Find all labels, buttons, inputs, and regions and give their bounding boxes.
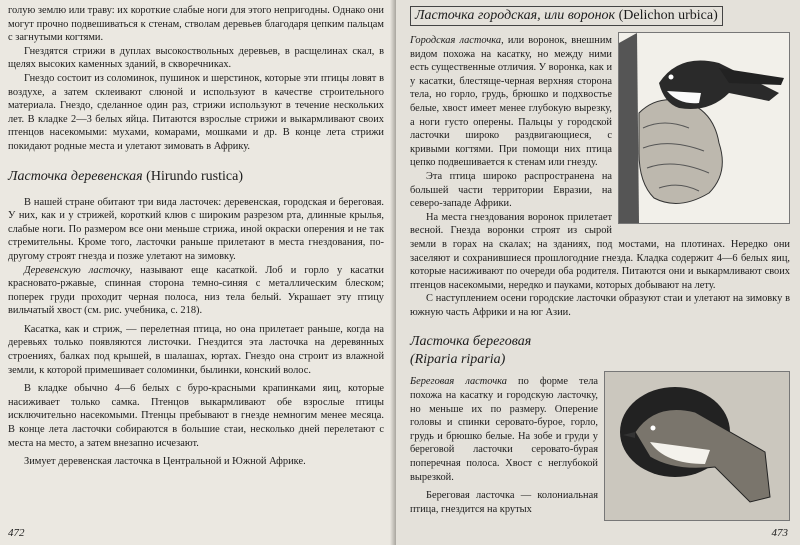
- paragraph: Береговая ласточка — колониальная птица, гнездится на крутых: [410, 490, 598, 515]
- page-number: 472: [8, 527, 25, 539]
- paragraph: Гнездятся стрижи в дуплах высокоствольных деревьев, в расщелинах скал, в щелях высоких каменных зданий, в скворечниках.: [8, 45, 384, 71]
- paragraph: С наступлением осени городские ласточки образуют стаи и улетают на зимовку в южную часть Африки и на юг Азии.: [410, 293, 790, 318]
- section-heading-barn-swallow: [8, 168, 384, 186]
- paragraph: по форме тела похожа на касатку и городскую ласточку, но меньше их по размеру. Оперение головы и спинки серовато-бурое, горло, грудь и брюшко белые. На зобе и груди у береговой ласточки серовато-бурая поперечная полоса. Хвост с неглубокой вырезкой.: [410, 376, 598, 483]
- heading-text: Ласточка береговая: [410, 334, 532, 350]
- page-right: [396, 0, 800, 545]
- section-heading-sand-martin: [410, 333, 790, 369]
- term: Деревенскую ласточку,: [24, 264, 133, 276]
- paragraph: В нашей стране обитают три вида ласточек: деревенская, городская и береговая. У них, как и у стрижей, короткий клюв с широким разрезом рта, длинные крылья, слабые ноги. По размером все они меньше стрижа, иной окраски оперения и не так стремительны. Кроме того, ласточки раньше прилетают в места гнездования, по-другому строят гнезда и позже улетают на зимовку.: [8, 196, 384, 262]
- house-martin-drawing: [619, 33, 789, 223]
- sand-martin-illustration: [604, 371, 790, 521]
- paragraph: Зимует деревенская ласточка в Центральной и Южной Африке.: [24, 456, 306, 468]
- paragraph: называют еще касаткой. Лоб и горло у касатки красновато-ржавые, спинная сторона темно-синяя с металлическим блеском; поперек груди проходит черная полоса, низ тела белый. Украшает эту птицу вильчатый хвост (см. рис. учебника, с. 218).: [8, 264, 384, 317]
- paragraph: или воронок, внешним видом похожа на касатку, но между ними есть существенные отличия. У воронка, как и у касатки, блестяще-черная верхняя сторона тела, но горло, грудь, брюшко и подхвостье белые, хвост имеет менее глубокую вырезку, а ноги густо оперены. Пальцы у городской ласточки широко раздвигающиеся, с кривыми когтями. При помощи них птица цепко подвешивается к стенам или гнезду.: [410, 35, 613, 169]
- page-left: [0, 0, 396, 545]
- house-martin-illustration: [618, 32, 790, 224]
- paragraph: голую землю или траву: их короткие слабые ноги для этого непригодны. Однако они могут прочно подвешиваться к стенам, стволам деревьев благодаря цепким пальцам с загнутыми когтями.: [8, 5, 384, 44]
- heading-latin: (Hirundo rustica): [146, 168, 243, 184]
- paragraph: На места гнездования воронок прилетает весной. Гнезда воронки строят из сырой земли в горах на скалах; на зданиях, под мостами, на плотинах. Нередко они заселяют и сохранившиеся прошлогодние гнезда. Кладка содержит 4—6 белых яиц, которые насиживают по очереди оба родителя. Питаются они и выкармливают своих птенцов насекомыми, нередко и пауками, которых добывают на лету.: [410, 211, 790, 291]
- term: Городская ласточка,: [410, 35, 504, 46]
- term: Береговая ласточка: [410, 376, 507, 388]
- paragraph: В кладке обычно 4—6 белых с буро-красными крапинками яиц, которые насиживает только самка. Птенцов выкармливают обе взрослые птицы исключительно насекомыми. Птенцы пребывают в гнезде немногим менее месяца. В конце лета ласточки собираются в большие стаи, несколько дней перелетают с места на место, а затем внезапно исчезают.: [8, 383, 384, 449]
- sand-martin-drawing: [605, 372, 789, 520]
- heading-text: Ласточка деревенская: [8, 168, 143, 184]
- paragraph: Гнездо состоит из соломинок, пушинок и шерстинок, которые эти птицы ловят в воздухе, а затем склеивают слюной и используют в качестве строительного материала. Гнездо, сделанное один раз, стрижи используют в течение нескольких лет. В кладке 2—3 белых яйца. Питаются взрослые стрижи и выкармливают своих птенцов насекомыми: мухами, комарами, мошками и др. В конце лета стрижи покидают родные места и улетают зимовать в Африку.: [8, 72, 384, 152]
- page-number: 473: [771, 527, 788, 539]
- heading-latin: (Delichon urbica): [618, 8, 718, 23]
- paragraph: Касатка, как и стриж, — перелетная птица, но она прилетает раньше, когда на деревьях только появляются листочки. Гнездится эта ласточка на деревянных строениях, балках под крышей, в шалашах, юртах. Гнездо она строит из влажной земли, к которой примешивает соломинки, былинки, конский волос.: [8, 323, 384, 376]
- section-heading-house-martin: [410, 6, 723, 26]
- heading-latin: (Riparia riparia): [410, 352, 506, 368]
- paragraph: Эта птица широко распространена на большей части территории Евразии, на северо-западе Африки.: [410, 170, 612, 210]
- heading-text: Ласточка городская, или воронок: [415, 8, 616, 23]
